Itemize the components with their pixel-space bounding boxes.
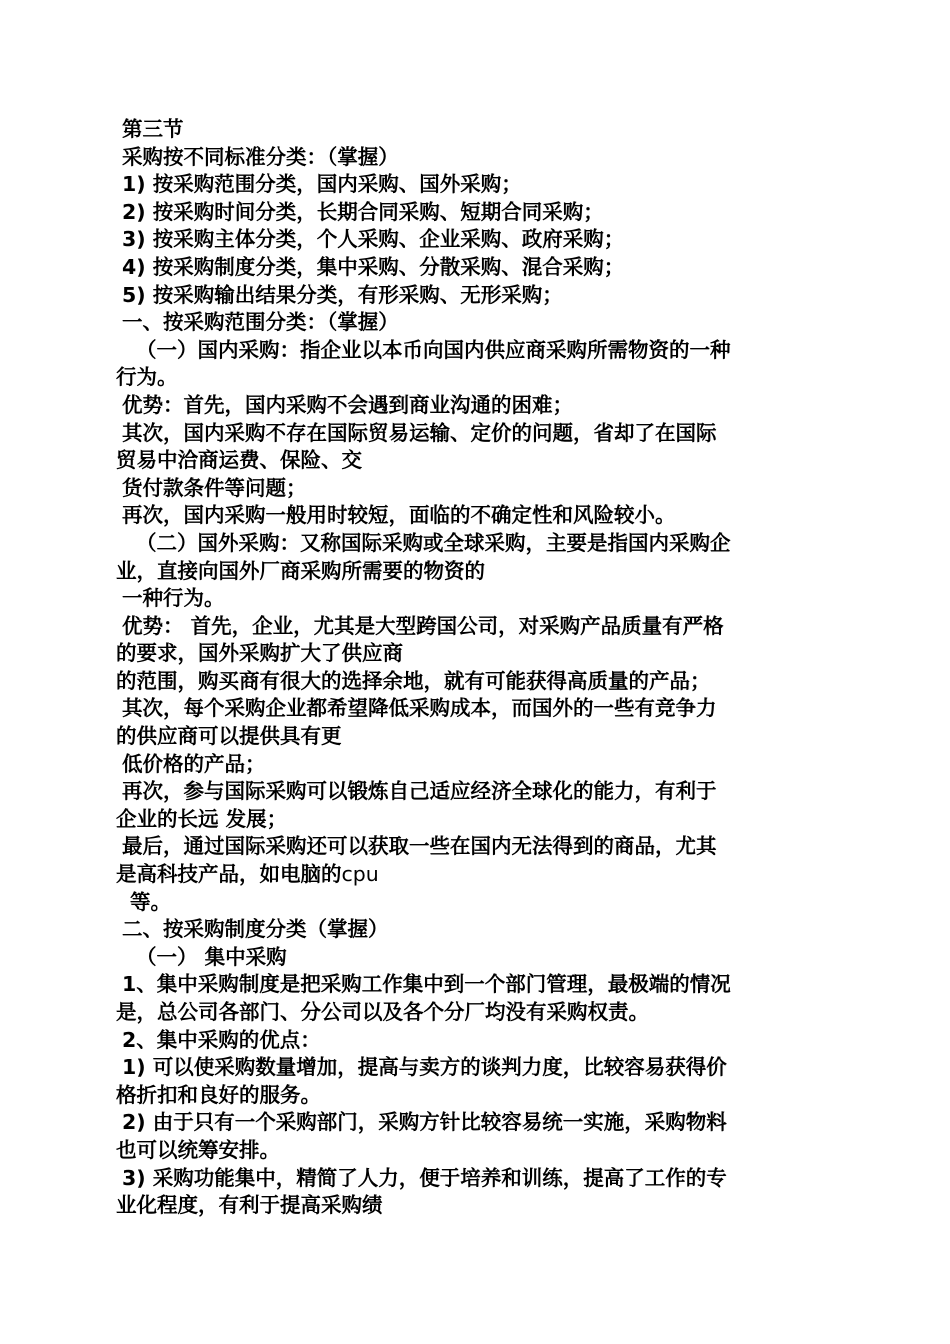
paragraph-line: 也可以统筹安排。 [116,1137,280,1162]
paragraph-line: 等。 [130,889,171,914]
paragraph-line: 货付款条件等问题； [122,475,307,500]
sub-heading: （一） 集中采购 [136,944,287,969]
paragraph-line: 优势：首先，国内采购不会遇到商业沟通的困难； [122,392,573,417]
paragraph-line: 1、集中采购制度是把采购工作集中到一个部门管理，最极端的情况 [122,972,731,997]
paragraph-line: 业，直接向国外厂商采购所需要的物资的 [116,558,485,583]
list-item: 2) 由于只有一个采购部门，采购方针比较容易统一实施，采购物料 [122,1110,727,1135]
paragraph-line: 行为。 [116,365,178,390]
section-heading: 第三节 [122,117,184,141]
classification-heading: 采购按不同标准分类：（掌握） [122,144,399,169]
paragraph-line: 格折扣和良好的服务。 [116,1082,321,1107]
paragraph-line: （一）国内采购：指企业以本币向国内供应商采购所需物资的一种 [136,337,731,362]
subsection-heading: 二、按采购制度分类（掌握） [122,917,389,942]
list-item: 3) 采购功能集中，精简了人力，便于培养和训练，提高了工作的专 [122,1165,727,1190]
list-item: 5) 按采购输出结果分类，有形采购、无形采购； [122,282,563,307]
subsection-heading: 一、按采购范围分类：（掌握） [122,310,399,335]
paragraph-line: 贸易中洽商运费、保险、交 [116,448,362,473]
list-item: 2) 按采购时间分类，长期合同采购、短期合同采购； [122,199,604,224]
paragraph-line: 企业的长远 发展； [116,806,288,831]
paragraph-line: 再次，国内采购一般用时较短，面临的不确定性和风险较小。 [122,503,676,528]
paragraph-line: 再次，参与国际采购可以锻炼自己适应经济全球化的能力，有利于 [122,779,717,804]
paragraph-line [116,861,836,889]
paragraph-text: 是高科技产品，如电脑的 [116,862,342,887]
list-item: 3) 按采购主体分类，个人采购、企业采购、政府采购； [122,227,625,252]
list-item: 1) 按采购范围分类，国内采购、国外采购； [122,172,522,197]
document-page [116,116,836,1220]
paragraph-line: 的要求，国外采购扩大了供应商 [116,641,403,666]
paragraph-line: 2、集中采购的优点： [122,1027,321,1052]
paragraph-line: 其次，每个采购企业都希望降低采购成本，而国外的一些有竞争力 [122,696,717,721]
paragraph-line: 的范围，购买商有很大的选择余地，就有可能获得高质量的产品； [116,668,711,693]
cpu-text: cpu [341,862,379,887]
paragraph-line: 是，总公司各部门、分公司以及各个分厂均没有采购权责。 [116,1000,649,1024]
paragraph-line: 一种行为。 [122,586,225,611]
paragraph-line: 低价格的产品； [122,751,266,776]
list-item: 1) 可以使采购数量增加，提高与卖方的谈判力度，比较容易获得价 [122,1055,727,1080]
paragraph-line: （二）国外采购：又称国际采购或全球采购，主要是指国内采购企 [136,530,731,555]
paragraph-line: 其次，国内采购不存在国际贸易运输、定价的问题，省却了在国际 [122,420,717,445]
list-item: 4) 按采购制度分类，集中采购、分散采购、混合采购； [122,254,625,279]
paragraph-line: 的供应商可以提供具有更 [116,724,342,749]
paragraph-line: 优势： 首先，企业，尤其是大型跨国公司，对采购产品质量有严格 [122,613,724,638]
paragraph-line: 业化程度，有利于提高采购绩 [116,1193,383,1218]
paragraph-line: 最后，通过国际采购还可以获取一些在国内无法得到的商品，尤其 [122,834,717,859]
